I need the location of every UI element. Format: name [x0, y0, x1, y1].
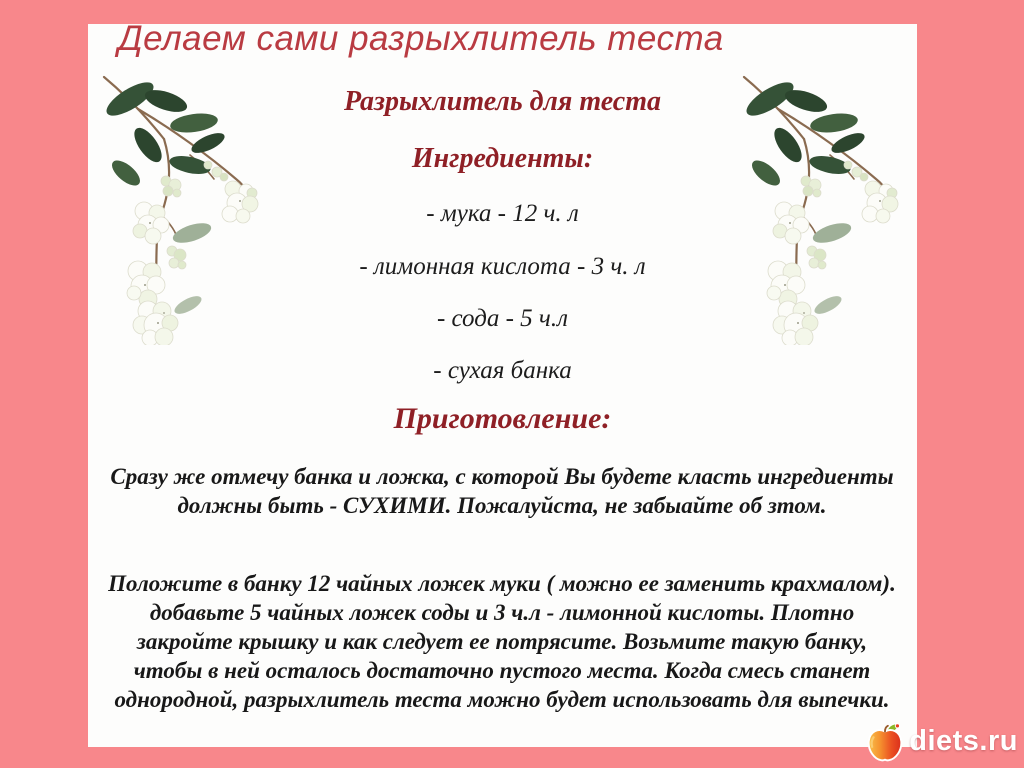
apple-icon: [864, 722, 906, 764]
ingredients-heading: Ингредиенты:: [411, 143, 594, 174]
preparation-paragraph-2: Положите в банку 12 чайных ложек муки ( можно ее заменить крахмалом). добавьте 5 чайных ложек соды и 3 ч.л - лимонной кислоты. Плотно закройте крышку и как следует ее потрясите. Возьмите такую банку, чтобы в ней осталось достаточно пустого места. Когда смесь станет однородной, разрыхлитель теста можно будет использовать для выпечки.: [108, 571, 896, 712]
recipe-card: [88, 19, 917, 747]
preparation-heading: Приготовление:: [393, 402, 612, 435]
ingredient-item-dry-jar: - сухая банка: [433, 357, 572, 384]
preparation-paragraph-1: Сразу же отмечу банка и ложка, с которой Вы будете класть ингредиенты должны быть - СУХИМИ. Пожалуйста, не забыайте об зтом.: [110, 464, 894, 518]
recipe-heading: Разрыхлитель для теста: [344, 86, 661, 117]
diets-logo-text: diets.ru: [909, 724, 1018, 757]
page-title: Делаем сами разрыхлитель теста: [118, 19, 724, 58]
ingredient-item-soda: - сода - 5 ч.л: [436, 305, 569, 332]
diets-logo[interactable]: [864, 718, 1018, 764]
ingredient-item-flour: - мука - 12 ч. л: [426, 200, 579, 227]
ingredient-item-citric-acid: - лимонная кислота - 3 ч. л: [359, 253, 646, 280]
